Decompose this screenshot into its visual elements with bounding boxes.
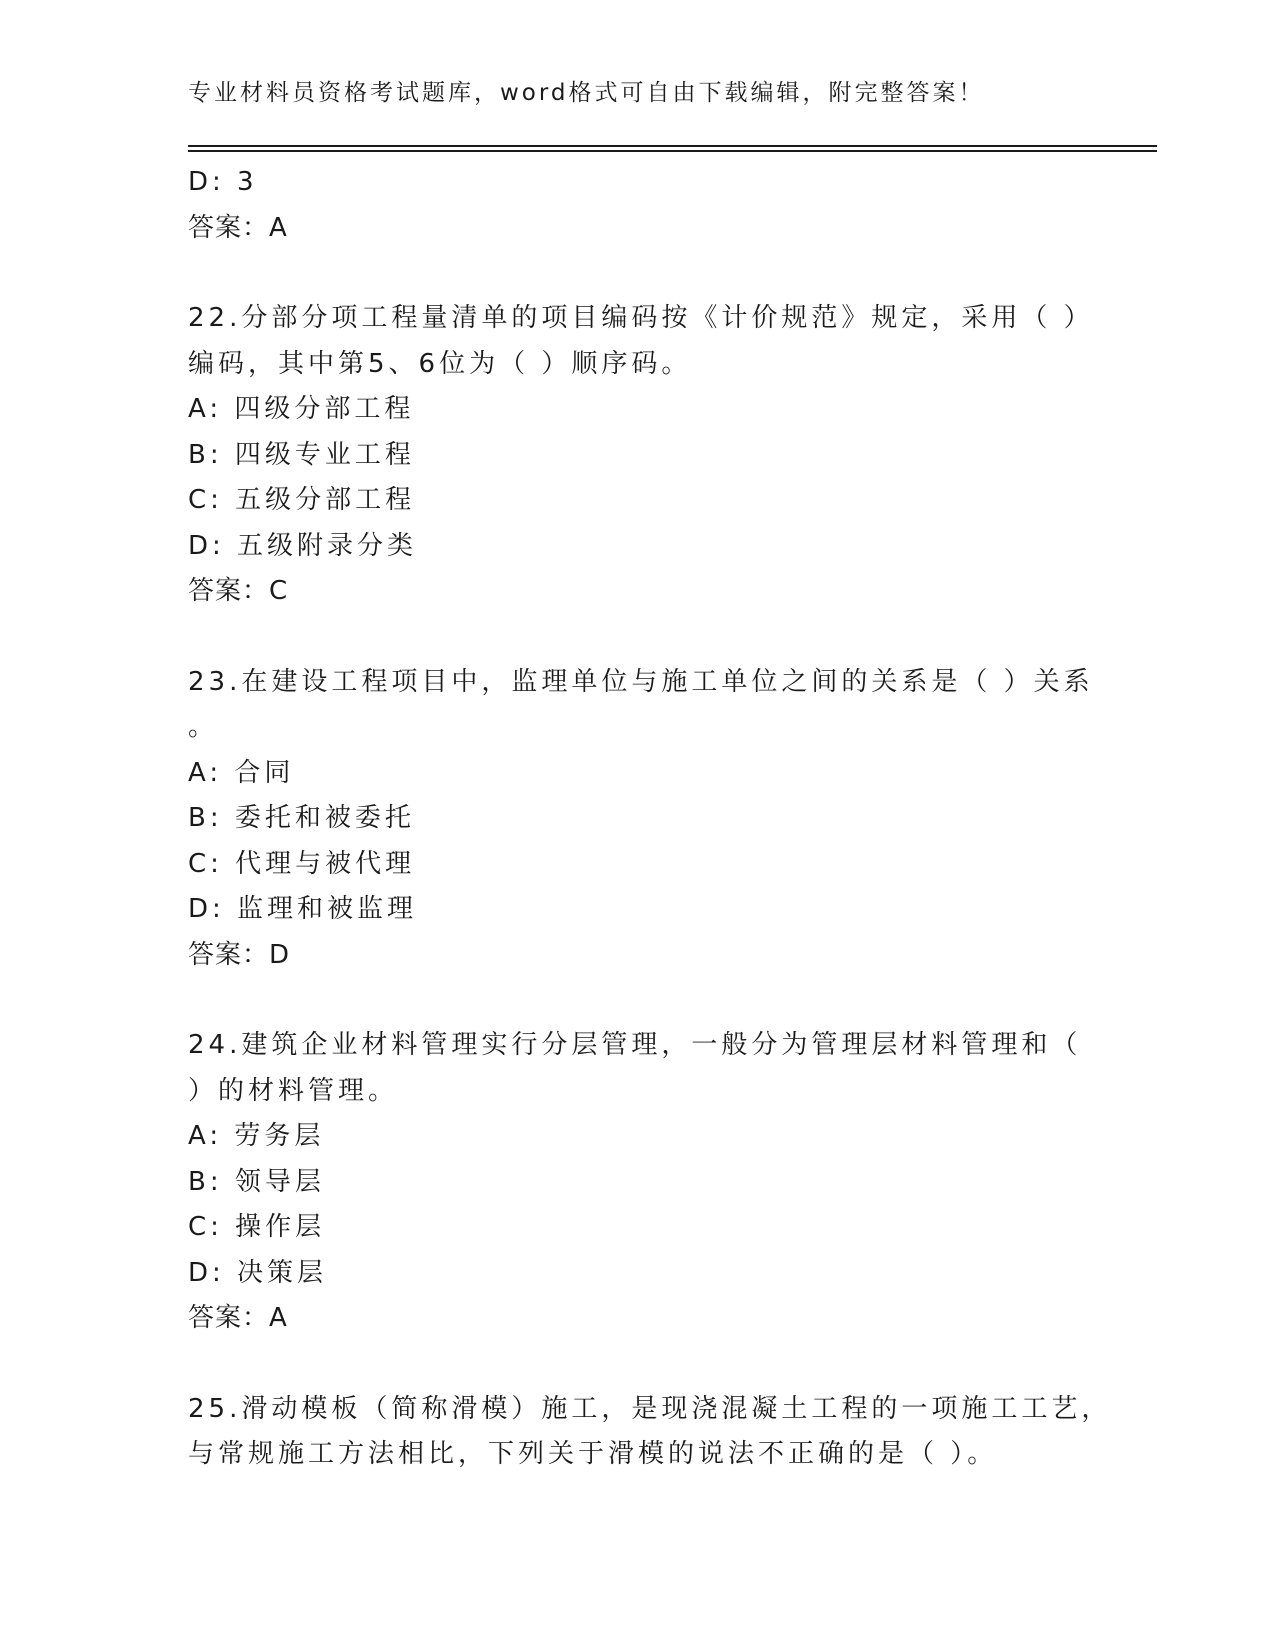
question-stem: 22.分部分项工程量清单的项目编码按《计价规范》规定，采用（ ） (188, 303, 1094, 333)
answer: 答案：A (188, 212, 288, 243)
question-24 (188, 1023, 1088, 1342)
question-stem: ）的材料管理。 (188, 1075, 399, 1106)
page-header: 专业材料员资格考试题库，word格式可自由下载编辑，附完整答案！ (188, 80, 985, 106)
question-23 (188, 660, 1094, 979)
option-b: B: 委托和被委托 (188, 803, 415, 833)
question-stem: 与常规施工方法相比，下列关于滑模的说法不正确的是（ ）。 (188, 1439, 998, 1469)
option-d: D: 五级附录分类 (188, 530, 418, 561)
option-d: D: 3 (188, 167, 258, 197)
option-a: A: 四级分部工程 (188, 394, 415, 424)
option-a: A: 劳务层 (188, 1121, 325, 1151)
option-a: A: 合同 (188, 757, 295, 788)
answer: 答案：C (188, 576, 289, 606)
question-stem: 23.在建设工程项目中，监理单位与施工单位之间的关系是（ ）关系 (188, 666, 1094, 697)
question-22 (188, 296, 1094, 615)
option-d: D: 监理和被监理 (188, 894, 418, 924)
option-c: C: 操作层 (188, 1212, 326, 1242)
option-c: C: 代理与被代理 (188, 848, 416, 879)
answer: 答案：A (188, 1303, 288, 1333)
option-b: B: 四级专业工程 (188, 439, 415, 470)
question-stem: 24.建筑企业材料管理实行分层管理，一般分为管理层材料管理和（ (188, 1030, 1082, 1060)
page-content (188, 160, 1112, 1478)
question-25 (188, 1387, 1112, 1478)
question-stem: 25.滑动模板（简称滑模）施工，是现浇混凝土工程的一项施工工艺， (188, 1393, 1112, 1424)
answer: 答案：D (188, 939, 291, 970)
option-d: D: 决策层 (188, 1257, 328, 1288)
question-stem: 。 (188, 712, 219, 742)
option-b: B: 领导层 (188, 1166, 325, 1197)
option-c: C: 五级分部工程 (188, 485, 416, 515)
header-rule-top (188, 145, 1157, 147)
header-rule-bottom (188, 150, 1157, 152)
question-stem: 编码，其中第5、6位为（ ）顺序码。 (188, 348, 692, 379)
